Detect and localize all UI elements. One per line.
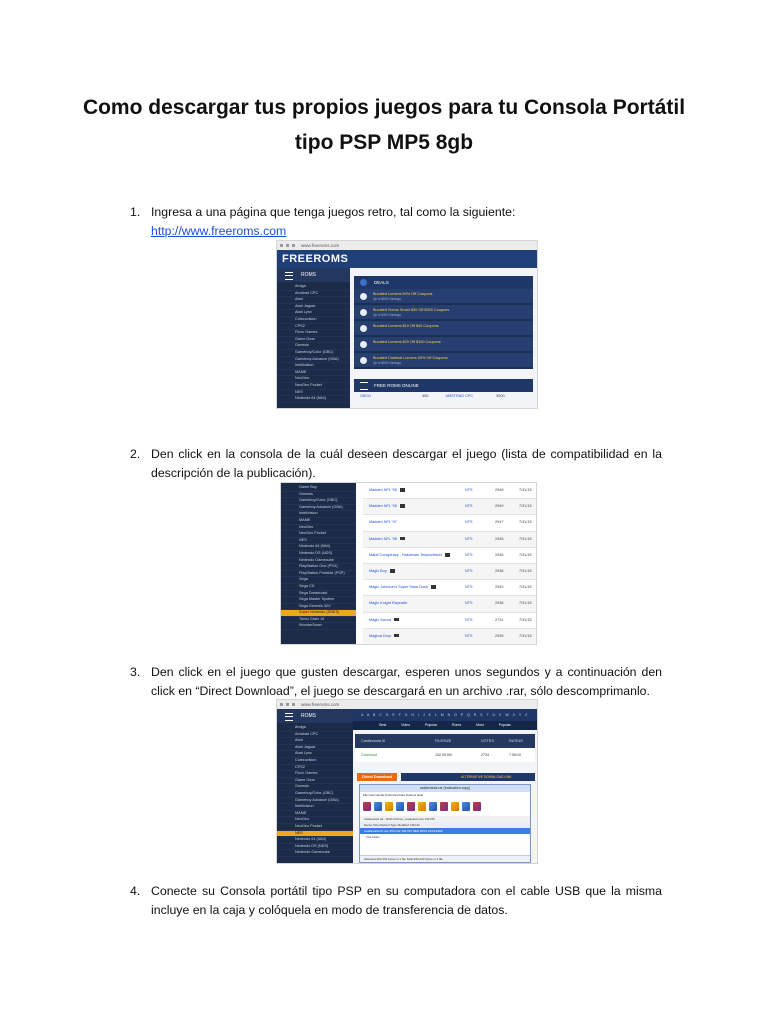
deal-item[interactable]: Bundled Sonos Smart $30 Off $300 Coupons Up to $300 Savings (354, 305, 533, 321)
browser-nav-icons (280, 244, 298, 247)
sidebar-item[interactable]: Game Gear (277, 778, 353, 785)
game-row[interactable]: Mafat Conspiracy - Hakaiman Jinryumitachi NTS 2946 7/31/15 (363, 548, 536, 564)
sidebar-item[interactable]: PlayStation Portable (PSP) (281, 571, 356, 578)
extract-icon[interactable] (374, 802, 382, 811)
sidebar-item[interactable]: Atari Jaguar (277, 304, 350, 311)
sidebar-item[interactable]: Gameboy/Color (GBC) (277, 791, 353, 798)
info-icon[interactable] (440, 802, 448, 811)
winrar-toolbar (360, 798, 530, 816)
sidebar-item[interactable]: Sega (281, 577, 356, 584)
step-text: Conecte su Consola portátil tipo PSP en su computadora con el cable USB que la misma incluye en la caja y colóquela en modo de transferencia de datos. (151, 884, 662, 917)
sidebar-item[interactable]: Gameboy Advance (GBA) (277, 798, 353, 805)
test-icon[interactable] (385, 802, 393, 811)
winrar-selected-file[interactable]: Castlevania III.nes 393,232 132,057 NES ROM 12/11/1999 (360, 828, 530, 834)
sidebar-item[interactable]: NES (277, 390, 350, 397)
browser-address-bar: www.freeroms.com (277, 241, 537, 251)
comment-icon[interactable] (462, 802, 470, 811)
alphabet-nav[interactable]: # A B C D E F G H I J K L M N O P Q R S T U V W X Y Z (353, 709, 537, 721)
direct-download-button[interactable]: Direct Download (357, 773, 397, 781)
sidebar-item[interactable]: NeoGeo (277, 376, 350, 383)
menu-icon (285, 272, 293, 280)
sidebar-item[interactable]: Gameboy Advance (GBA) (281, 505, 356, 512)
step-number: 4. (130, 884, 141, 898)
sidebar-item[interactable]: Colecovision (277, 758, 353, 765)
sidebar-item[interactable]: Atari Jaguar (277, 745, 353, 752)
screenshot-icon (394, 618, 399, 622)
game-row[interactable]: Madden NFL '96 NTS 2949 7/31/15 (363, 499, 536, 515)
sidebar-item[interactable]: NES (281, 538, 356, 545)
winrar-window (359, 784, 531, 863)
sidebar-item[interactable]: NeoGeo Pocket (281, 531, 356, 538)
screenshot-icon (400, 488, 405, 492)
sidebar-item[interactable]: Intellivision (277, 804, 353, 811)
sidebar-item[interactable]: NeoGeo Pocket (277, 824, 353, 831)
sidebar-item[interactable]: Sega Master System (281, 597, 356, 604)
sidebar-item[interactable]: NeoGeo Pocket (277, 383, 350, 390)
sidebar-item[interactable]: Atari Lynx (277, 751, 353, 758)
sidebar-item[interactable]: Sega Genesis 32X (281, 604, 356, 611)
sfx-icon[interactable] (473, 802, 481, 811)
delete-icon[interactable] (407, 802, 415, 811)
sidebar-item[interactable]: Atari (277, 738, 353, 745)
sidebar-item[interactable]: Genesis (281, 492, 356, 499)
winrar-columns: Name Size Packed Type Modified CRC32 (360, 822, 530, 828)
sidebar-item[interactable]: PlayStation One (PSX) (281, 564, 356, 571)
game-row[interactable]: Magic Boy NTS 2936 7/31/15 (363, 564, 536, 580)
freeroms-link[interactable]: http://www.freeroms.com (151, 224, 287, 238)
page-title-line2: tipo PSP MP5 8gb (294, 131, 474, 154)
sidebar-item[interactable]: Amstrad CPC (277, 732, 353, 739)
sidebar-item[interactable]: NES (277, 831, 353, 838)
view-icon[interactable] (396, 802, 404, 811)
screenshot-icon (431, 585, 436, 589)
page-title (60, 90, 708, 160)
sidebar-item[interactable]: Atari Lynx (277, 310, 350, 317)
step-text: Den click en la consola de la cuál deseen descargar el juego (lista de compatibilidad en la descripción de la publicación). (151, 447, 662, 480)
freeroms-logo: FREEROMS (277, 250, 537, 268)
game-row[interactable]: Magical Drop NTS 2935 7/31/15 (363, 629, 536, 645)
sidebar-item[interactable]: Amiga (277, 725, 353, 732)
winrar-status-bar: Selected 393,232 bytes in 1 file Total 393,232 bytes in 1 file (360, 855, 530, 862)
deal-item[interactable]: Bundled Lumens $10 Off $40 Coupons (354, 321, 533, 337)
sidebar-item[interactable]: Nintendo 64 (N64) (281, 544, 356, 551)
alternative-download-bar[interactable]: ALTERNATIVE DOWNLOAD LINK (401, 773, 535, 781)
step-number: 3. (130, 665, 141, 679)
screenshot-freeroms-home (276, 240, 538, 409)
step-4 (130, 882, 662, 920)
sidebar-item[interactable]: Nintendo 64 (N64) (277, 396, 350, 403)
screenshot-icon (400, 537, 405, 541)
find-icon[interactable] (418, 802, 426, 811)
screenshot-icon (445, 553, 450, 557)
sidebar-item[interactable]: WonderSwan (281, 623, 356, 630)
sidebar-item[interactable]: Genesis (277, 343, 350, 350)
sidebar-item[interactable]: Super Nintendo (SNES) (281, 610, 356, 617)
page-title-line1: Como descargar tus propios juegos para tu Consola Portátil (82, 96, 686, 119)
sidebar-item[interactable]: MAME (277, 370, 350, 377)
screenshot-icon (390, 569, 395, 573)
rom-tabs[interactable]: Best Video Popular Roms Most Popular (353, 721, 537, 730)
sidebar-item[interactable]: Genesis (277, 784, 353, 791)
main-content (350, 268, 537, 408)
free-roms-online-header: FREE ROMS ONLINE (354, 379, 533, 392)
sidebar-item[interactable]: NeoGeo (281, 525, 356, 532)
sidebar-item[interactable]: Sega Dreamcast (281, 591, 356, 598)
step-3 (130, 663, 662, 701)
roms-sidebar (277, 709, 353, 863)
sidebar-item[interactable]: Intellivision (277, 363, 350, 370)
game-row[interactable]: Madden NFL '97 NTS 2947 7/31/15 (363, 515, 536, 531)
deal-item[interactable]: Bundled Lumens 50% Off Coupons Up to $500 Savings (354, 289, 533, 305)
menu-icon (285, 713, 293, 721)
deals-header: DEALS (354, 276, 533, 289)
sidebar-item[interactable]: Fluxx Games (277, 330, 350, 337)
console-sidebar (281, 483, 356, 644)
sidebar-item[interactable]: Sega CD (281, 584, 356, 591)
screenshot-icon (394, 634, 399, 638)
sidebar-item[interactable]: Colecovision (277, 317, 350, 324)
roms-sidebar-header: ROMS (277, 268, 350, 282)
sidebar-item[interactable]: Game Gear (277, 337, 350, 344)
step-text: Den click en el juego que gusten descargar, esperen unos segundos y a continuación den click en “Direct Download”, el juego se descargará en un archivo .rar, sólo descomprimanlo. (151, 665, 662, 698)
add-icon[interactable] (363, 802, 371, 811)
screenshot-game-list (280, 482, 537, 645)
rom-detail (353, 709, 537, 863)
sidebar-item[interactable]: Gameboy Advance (GBA) (277, 357, 350, 364)
sidebar-item[interactable]: CPS2 (277, 324, 350, 331)
step-text: Ingresa a una página que tenga juegos retro, tal como la siguiente: (151, 205, 516, 219)
sidebar-item[interactable]: Intellivision (281, 511, 356, 518)
browser-address-bar: www.freeroms.com (277, 700, 537, 710)
sidebar-item[interactable]: Fluxx Games (277, 771, 353, 778)
wizard-icon[interactable] (429, 802, 437, 811)
screenshot-download-page (276, 699, 538, 864)
download-link[interactable]: Download (361, 753, 377, 757)
sidebar-item[interactable]: Nintendo Gamecube (277, 850, 353, 857)
screenshot-icon (400, 504, 405, 508)
game-row[interactable]: Magic Johnson's Super Slam Dunk NTS 2940 7/31/15 (363, 580, 536, 596)
sidebar-item[interactable]: NeoGeo (277, 817, 353, 824)
sidebar-item[interactable]: MAME (277, 811, 353, 818)
step-2 (130, 445, 662, 483)
browser-nav-icons (280, 703, 298, 706)
sidebar-item[interactable]: Nintendo DS (NDS) (277, 844, 353, 851)
step-number: 1. (130, 205, 141, 219)
games-table (363, 483, 536, 644)
roms-sidebar (277, 268, 350, 408)
sidebar-item[interactable]: Nintendo Gamecube (281, 558, 356, 565)
sidebar-item[interactable]: Game Boy (281, 485, 356, 492)
game-row[interactable]: Madden NFL '95 NTS 2948 7/31/15 (363, 483, 536, 499)
sidebar-item[interactable]: Gameboy/Color (GBC) (277, 350, 350, 357)
sidebar-item[interactable]: Turbo Grafx 16 (281, 617, 356, 624)
sidebar-item[interactable]: Amstrad CPC (277, 291, 350, 298)
step-1 (130, 203, 662, 241)
sidebar-item[interactable]: Gameboy/Color (GBC) (281, 498, 356, 505)
winrar-menu[interactable]: File Commands Tools Favorites Options Help (363, 793, 424, 797)
sidebar-item[interactable]: Nintendo 64 (N64) (277, 837, 353, 844)
sidebar-item[interactable]: Nintendo DS (NDS) (281, 551, 356, 558)
virusscan-icon[interactable] (451, 802, 459, 811)
sidebar-item[interactable]: Amiga (277, 284, 350, 291)
online-row[interactable]: GBCD 300 AMSTRAD CPC 3000 (360, 394, 505, 398)
sidebar-item[interactable]: MAME (281, 518, 356, 525)
deal-item[interactable]: Bundled Lumens $20 Off $100 Coupons (354, 337, 533, 353)
roms-sidebar-header: ROMS (277, 709, 353, 723)
game-row[interactable]: Magic Sword NTS 2731 7/31/15 (363, 613, 536, 629)
winrar-path: castlevania.rar - RAR archive, unpacked size 132 KB (360, 816, 530, 822)
rom-table-row: Download 132.09 KB 2734 7.50/10 (355, 748, 535, 762)
sidebar-item[interactable]: CPS2 (277, 765, 353, 772)
step-number: 2. (130, 447, 141, 461)
game-row[interactable]: Magic Knight Rayearth NTS 2936 7/31/15 (363, 596, 536, 612)
rom-table-header: Castlevania III FILESIZE VOTES RATING (355, 734, 535, 748)
winrar-file-row[interactable]: .. File folder (364, 835, 380, 839)
deal-item[interactable]: Bundled Cardinal Lumens 50% Off Coupons Up to $500 Savings (354, 353, 533, 369)
winrar-title: castlevania.rar (evaluation copy) (360, 785, 530, 792)
game-row[interactable]: Madden NFL '98 NTS 2946 7/31/15 (363, 532, 536, 548)
sidebar-item[interactable]: Atari (277, 297, 350, 304)
